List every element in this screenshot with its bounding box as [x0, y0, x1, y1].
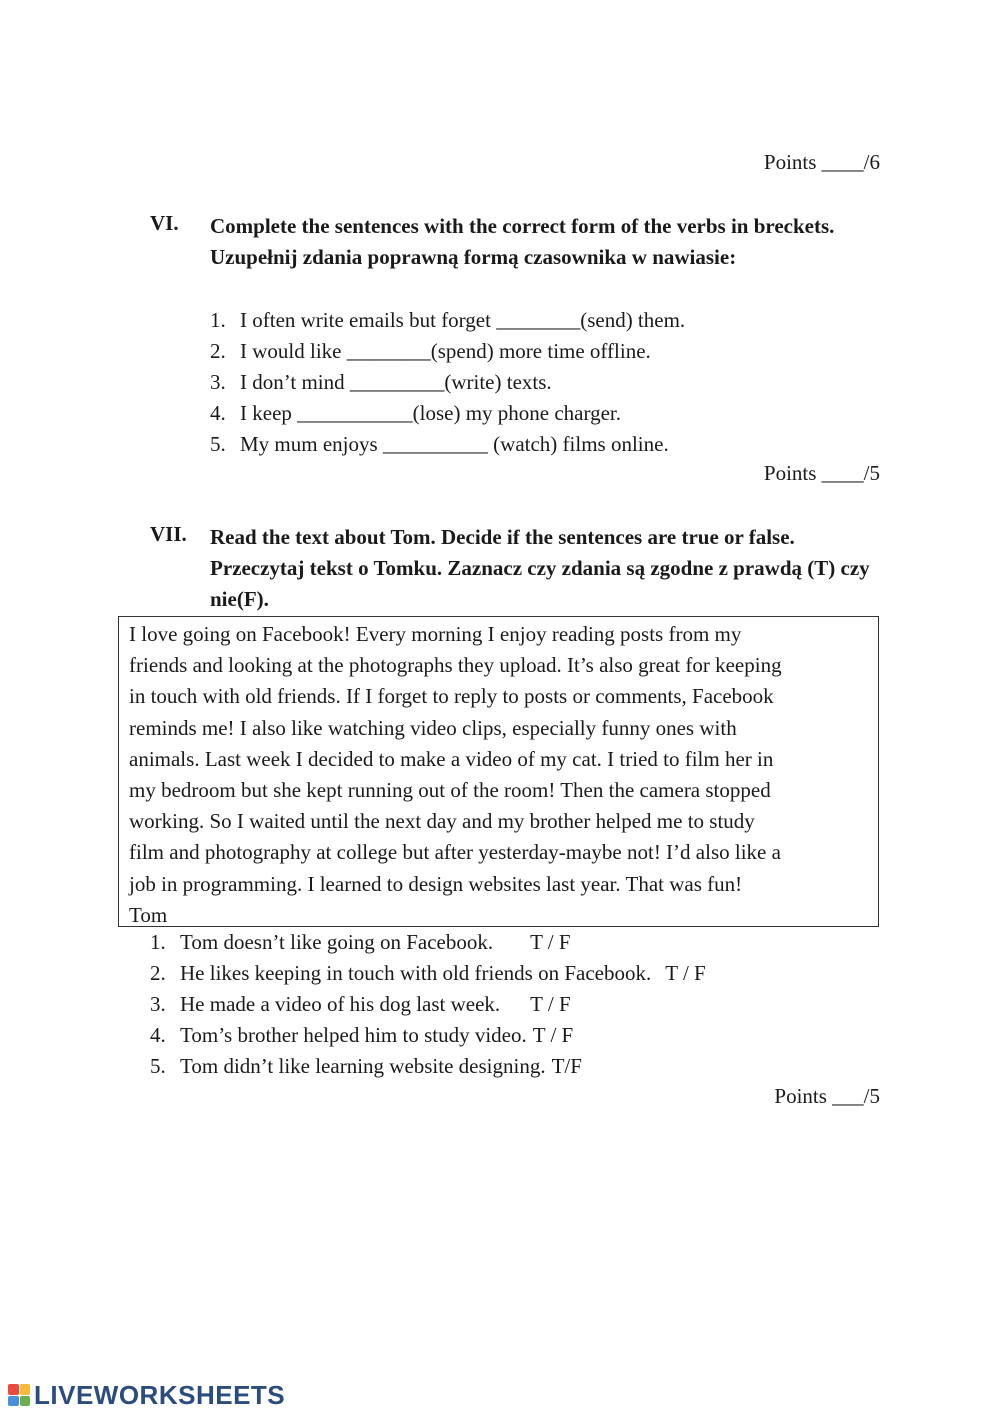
task-instructions-vii: Read the text about Tom. Decide if the sentences are true or false. Przeczytaj tekst o Tomku. Zaznacz czy zdania są zgodne z prawdą (T) czy nie(F).	[210, 525, 870, 611]
exercise-item: 4. I keep ___________(lose) my phone charger.	[210, 401, 622, 425]
passage-line: friends and looking at the photographs they upload. It’s also great for keeping	[129, 653, 782, 678]
liveworksheets-logo-icon	[8, 1384, 30, 1406]
passage-line: animals. Last week I decided to make a video of my cat. I tried to film her in	[129, 746, 774, 771]
true-false-choice[interactable]: T/F	[551, 1054, 582, 1078]
true-false-item: 2. He likes keeping in touch with old friends on Facebook. T / F	[150, 961, 706, 985]
true-false-item: 4. Tom’s brother helped him to study video. T / F	[150, 1023, 574, 1047]
true-false-item: 5. Tom didn’t like learning website designing. T/F	[150, 1054, 582, 1078]
passage-signature: Tom	[129, 902, 168, 927]
points-score-5-final: Points ___/5	[774, 1084, 880, 1108]
section-number-vi: VI.	[150, 211, 179, 235]
points-score-6: Points ____/6	[763, 150, 880, 174]
true-false-choice[interactable]: T / F	[530, 930, 571, 954]
exercise-list-vi	[210, 305, 685, 460]
exercise-item: 2. I would like ________(spend) more time offline.	[210, 339, 651, 363]
passage-line: job in programming. I learned to design websites last year. That was fun!	[129, 871, 743, 896]
brand-name: LIVEWORKSHEETS	[34, 1379, 286, 1410]
passage-line: my bedroom but she kept running out of the room! Then the camera stopped	[129, 778, 771, 803]
true-false-item: 1. Tom doesn’t like going on Facebook. T / F	[150, 930, 571, 954]
liveworksheets-brand[interactable]	[8, 1380, 285, 1410]
passage-line: in touch with old friends. If I forget to reply to posts or comments, Facebook	[129, 684, 774, 709]
true-false-choice[interactable]: T / F	[532, 1023, 574, 1047]
section-number-vii: VII.	[150, 522, 187, 546]
exercise-item: 5. My mum enjoys __________ (watch) films online.	[210, 432, 669, 456]
true-false-list	[150, 927, 706, 1082]
passage-line: film and photography at college but after yesterday-maybe not! I’d also like a	[129, 840, 781, 865]
true-false-item: 3. He made a video of his dog last week. T / F	[150, 992, 571, 1016]
exercise-item: 3. I don’t mind _________(write) texts.	[210, 370, 552, 394]
reading-passage-box	[118, 616, 879, 927]
task-instructions-vi: Complete the sentences with the correct form of the verbs in breckets. Uzupełnij zdania poprawną formą czasownika w nawiasie:	[210, 214, 835, 269]
passage-line: working. So I waited until the next day and my brother helped me to study	[129, 809, 755, 834]
points-score-5: Points ____/5	[763, 461, 880, 485]
true-false-choice[interactable]: T / F	[665, 961, 706, 985]
true-false-choice[interactable]: T / F	[530, 992, 571, 1016]
exercise-item: 1. I often write emails but forget ________(send) them.	[210, 308, 686, 332]
passage-line: I love going on Facebook! Every morning I enjoy reading posts from my	[129, 622, 742, 646]
passage-line: reminds me! I also like watching video clips, especially funny ones with	[129, 715, 737, 740]
